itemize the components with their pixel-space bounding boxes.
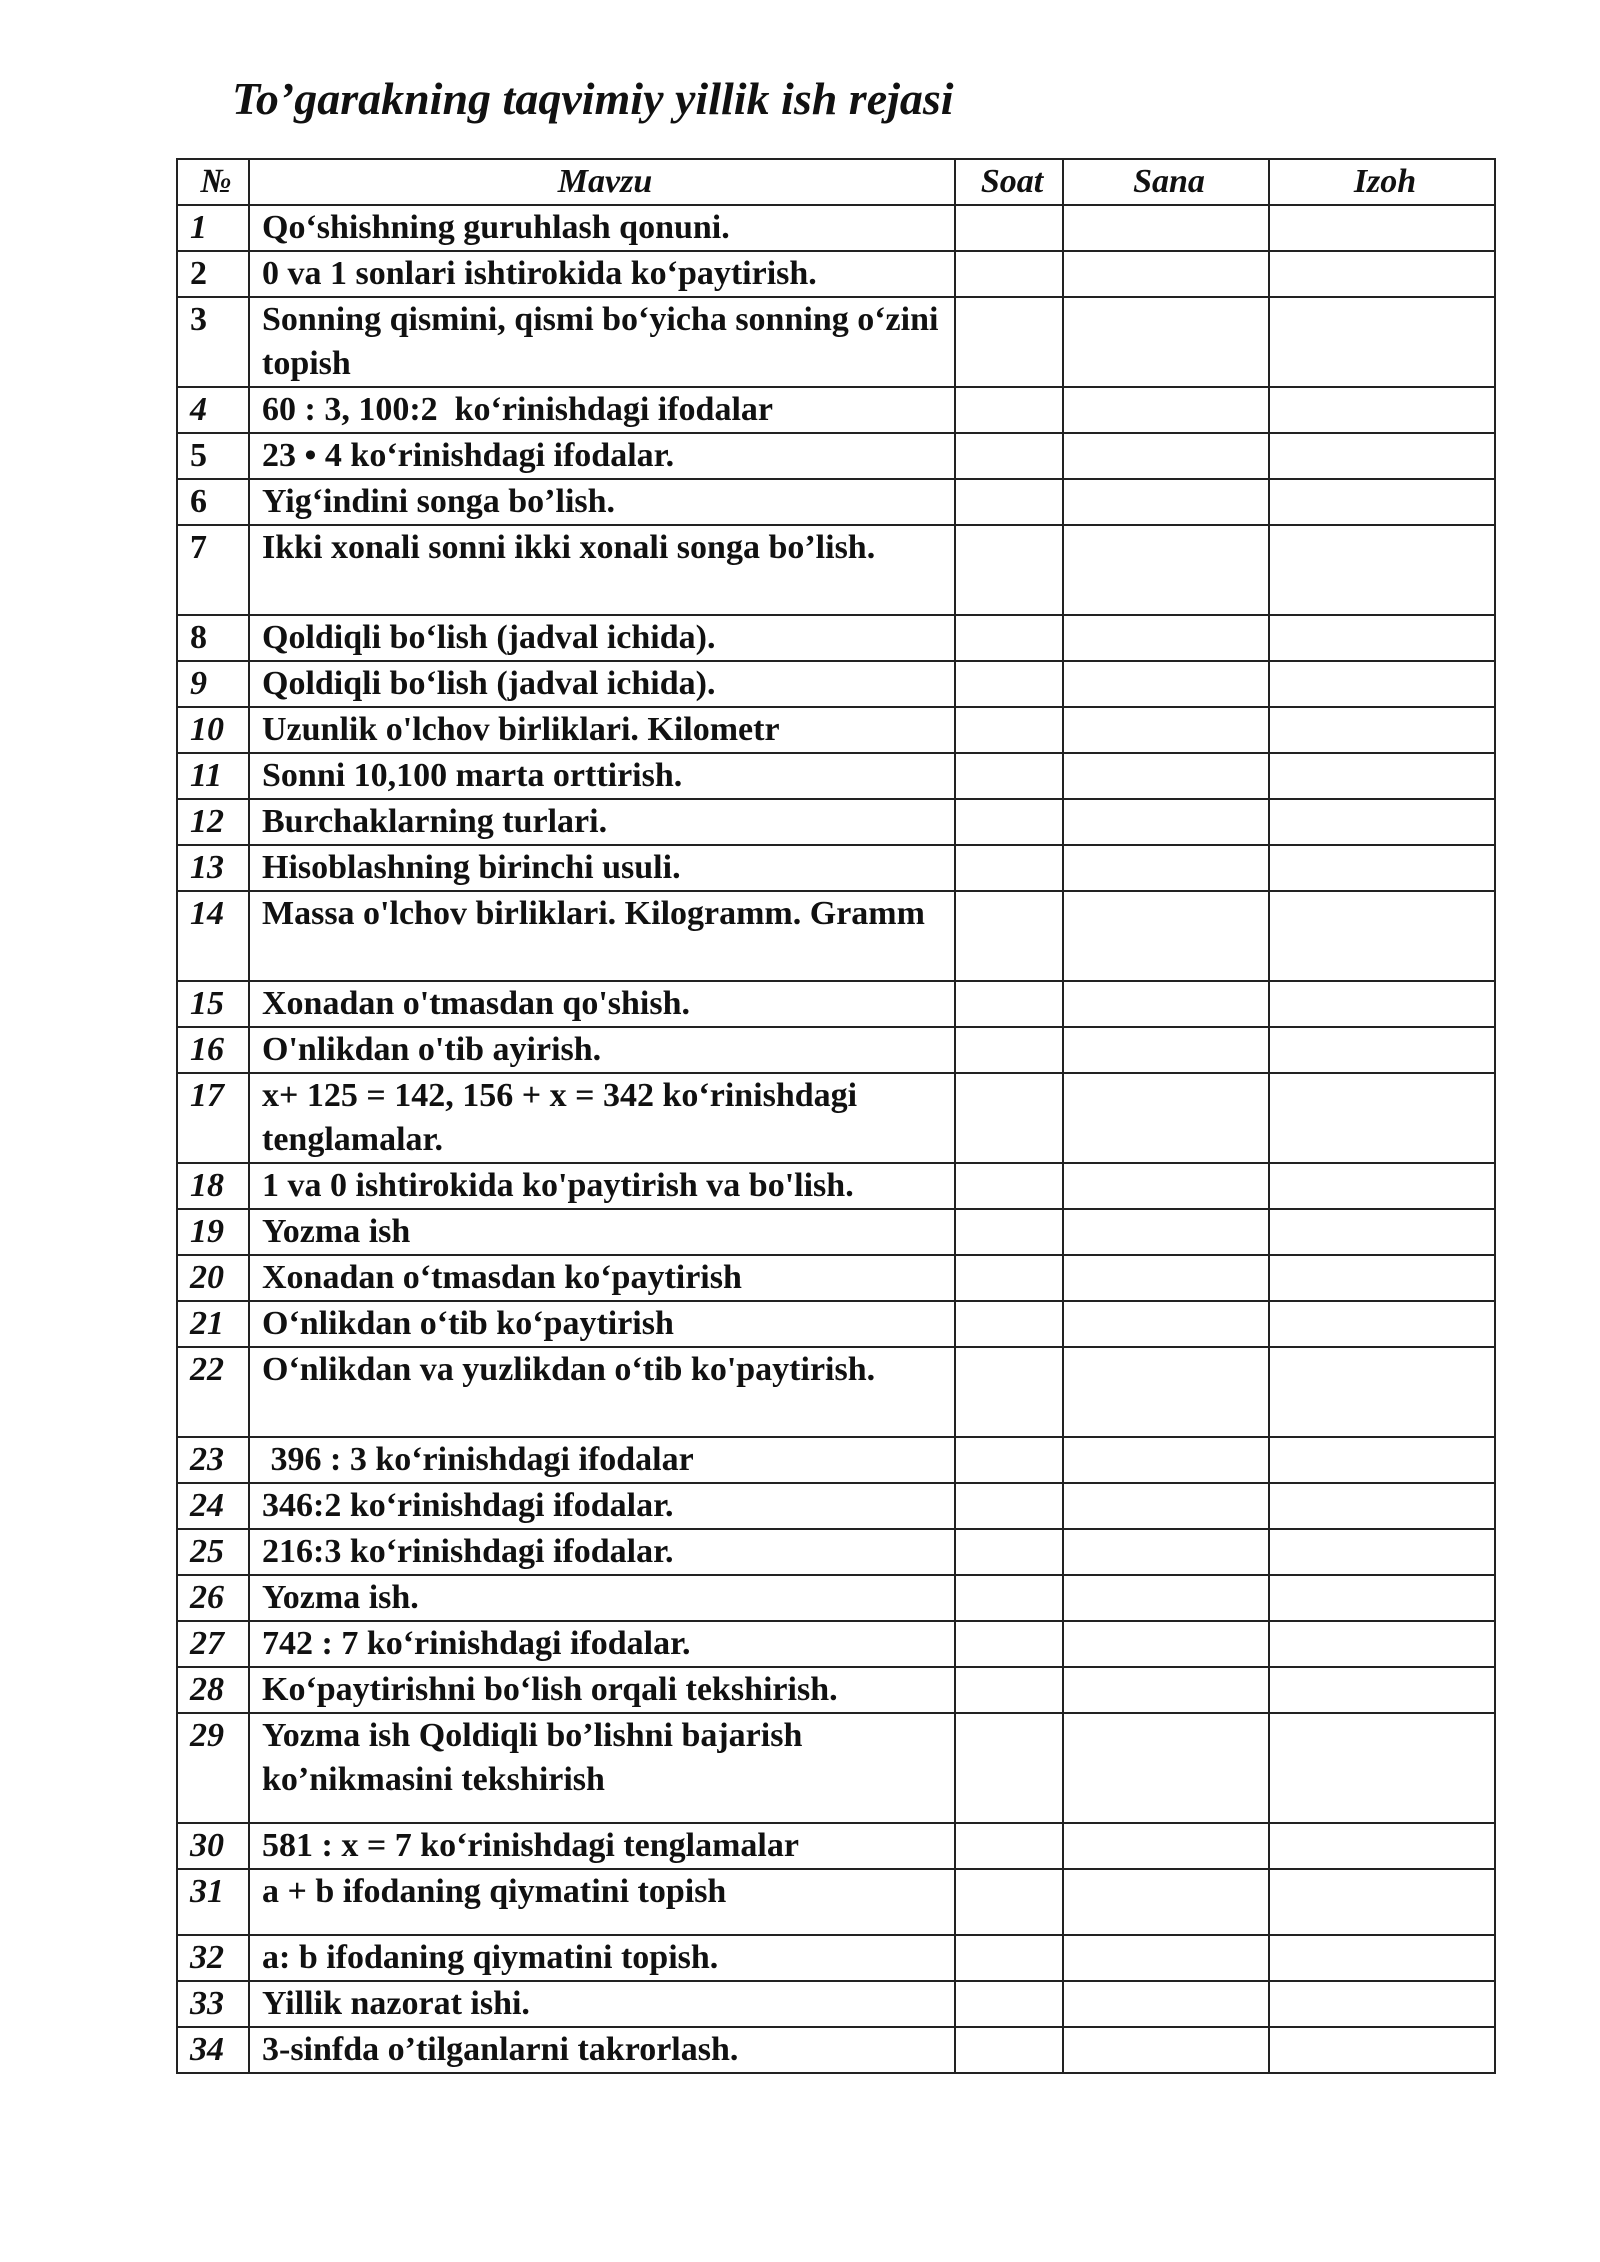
row-number: 26 [177,1575,249,1621]
row-note-cell [1269,707,1495,753]
row-date-cell [1063,1935,1269,1981]
row-note-cell [1269,753,1495,799]
row-number: 2 [177,251,249,297]
col-header-date: Sana [1063,159,1269,205]
row-date-cell [1063,525,1269,615]
row-number: 23 [177,1437,249,1483]
row-topic: 23 • 4 ko‘rinishdagi ifodalar. [249,433,955,479]
row-note-cell [1269,891,1495,981]
row-note-cell [1269,1667,1495,1713]
row-note-cell [1269,1935,1495,1981]
row-note-cell [1269,251,1495,297]
row-hours-cell [955,387,1063,433]
row-date-cell [1063,1667,1269,1713]
row-date-cell [1063,433,1269,479]
table-row [177,525,1495,615]
row-date-cell [1063,1621,1269,1667]
row-note-cell [1269,1823,1495,1869]
row-topic: 346:2 ko‘rinishdagi ifodalar. [249,1483,955,1529]
row-note-cell [1269,981,1495,1027]
row-note-cell [1269,205,1495,251]
row-number: 9 [177,661,249,707]
table-row [177,1981,1495,2027]
row-date-cell [1063,1437,1269,1483]
row-topic: 60 : 3, 100:2 ko‘rinishdagi ifodalar [249,387,955,433]
table-row [177,799,1495,845]
row-hours-cell [955,799,1063,845]
table-row [177,753,1495,799]
table-row [177,205,1495,251]
row-note-cell [1269,1301,1495,1347]
row-note-cell [1269,297,1495,387]
row-date-cell [1063,615,1269,661]
row-topic: Qo‘shishning guruhlash qonuni. [249,205,955,251]
row-topic: Yillik nazorat ishi. [249,1981,955,2027]
row-date-cell [1063,1255,1269,1301]
row-date-cell [1063,1529,1269,1575]
row-topic: Hisoblashning birinchi usuli. [249,845,955,891]
row-topic: Ko‘paytirishni bo‘lish orqali tekshirish. [249,1667,955,1713]
table-row [177,1483,1495,1529]
row-hours-cell [955,297,1063,387]
table-row [177,479,1495,525]
row-date-cell [1063,1347,1269,1437]
row-hours-cell [955,433,1063,479]
table-row [177,1935,1495,1981]
col-header-topic: Mavzu [249,159,955,205]
table-row [177,1437,1495,1483]
row-hours-cell [955,753,1063,799]
row-topic: Xonadan o‘tmasdan ko‘paytirish [249,1255,955,1301]
table-row [177,1823,1495,1869]
row-date-cell [1063,661,1269,707]
row-number: 11 [177,753,249,799]
row-note-cell [1269,1981,1495,2027]
row-date-cell [1063,799,1269,845]
row-date-cell [1063,1483,1269,1529]
row-topic: Ikki xonali sonni ikki xonali songa bo’lish. [249,525,955,615]
row-hours-cell [955,1823,1063,1869]
row-note-cell [1269,1209,1495,1255]
row-note-cell [1269,1255,1495,1301]
plan-table [176,158,1496,2074]
row-number: 21 [177,1301,249,1347]
row-number: 14 [177,891,249,981]
row-number: 27 [177,1621,249,1667]
row-topic: Uzunlik o'lchov birliklari. Kilometr [249,707,955,753]
row-hours-cell [955,981,1063,1027]
row-hours-cell [955,1163,1063,1209]
row-hours-cell [955,2027,1063,2073]
row-number: 20 [177,1255,249,1301]
row-hours-cell [955,1869,1063,1935]
row-hours-cell [955,1301,1063,1347]
row-number: 28 [177,1667,249,1713]
row-number: 33 [177,1981,249,2027]
row-number: 15 [177,981,249,1027]
row-number: 32 [177,1935,249,1981]
row-date-cell [1063,251,1269,297]
row-hours-cell [955,525,1063,615]
row-note-cell [1269,615,1495,661]
row-hours-cell [955,1027,1063,1073]
table-row [177,981,1495,1027]
row-number: 24 [177,1483,249,1529]
row-note-cell [1269,479,1495,525]
row-number: 22 [177,1347,249,1437]
row-topic: Sonni 10,100 marta orttirish. [249,753,955,799]
row-date-cell [1063,479,1269,525]
table-row [177,1667,1495,1713]
table-row [177,1073,1495,1163]
row-topic: 396 : 3 ko‘rinishdagi ifodalar [249,1437,955,1483]
table-row [177,387,1495,433]
table-row [177,297,1495,387]
row-number: 30 [177,1823,249,1869]
row-number: 19 [177,1209,249,1255]
row-date-cell [1063,1869,1269,1935]
row-date-cell [1063,297,1269,387]
table-body [177,205,1495,2073]
row-topic: Burchaklarning turlari. [249,799,955,845]
row-topic: x+ 125 = 142, 156 + x = 342 ko‘rinishdagi tenglamalar. [249,1073,955,1163]
row-date-cell [1063,205,1269,251]
row-topic: 1 va 0 ishtirokida ko'paytirish va bo'lish. [249,1163,955,1209]
row-hours-cell [955,1713,1063,1823]
row-note-cell [1269,1073,1495,1163]
row-topic: O'nlikdan o'tib ayirish. [249,1027,955,1073]
row-note-cell [1269,2027,1495,2073]
row-topic: O‘nlikdan o‘tib ko‘paytirish [249,1301,955,1347]
row-note-cell [1269,525,1495,615]
row-number: 4 [177,387,249,433]
row-note-cell [1269,1437,1495,1483]
row-number: 17 [177,1073,249,1163]
table-row [177,845,1495,891]
table-row [177,1209,1495,1255]
row-number: 6 [177,479,249,525]
row-note-cell [1269,1869,1495,1935]
row-date-cell [1063,1981,1269,2027]
row-number: 5 [177,433,249,479]
row-hours-cell [955,707,1063,753]
row-hours-cell [955,1621,1063,1667]
row-topic: Yozma ish Qoldiqli bo’lishni bajarish ko’nikmasini tekshirish [249,1713,955,1823]
row-date-cell [1063,1301,1269,1347]
row-date-cell [1063,1027,1269,1073]
table-row [177,707,1495,753]
row-date-cell [1063,891,1269,981]
row-topic: Yig‘indini songa bo’lish. [249,479,955,525]
row-topic: Sonning qismini, qismi bo‘yicha sonning o‘zini topish [249,297,955,387]
row-hours-cell [955,661,1063,707]
row-topic: a + b ifodaning qiymatini topish [249,1869,955,1935]
row-number: 29 [177,1713,249,1823]
row-hours-cell [955,205,1063,251]
row-topic: 216:3 ko‘rinishdagi ifodalar. [249,1529,955,1575]
row-topic: Xonadan o'tmasdan qo'shish. [249,981,955,1027]
row-hours-cell [955,251,1063,297]
row-note-cell [1269,1347,1495,1437]
row-date-cell [1063,1209,1269,1255]
table-row [177,1347,1495,1437]
row-note-cell [1269,1483,1495,1529]
row-note-cell [1269,1163,1495,1209]
table-row [177,1163,1495,1209]
table-row [177,433,1495,479]
row-date-cell [1063,1575,1269,1621]
table-row [177,1255,1495,1301]
row-note-cell [1269,661,1495,707]
row-topic: Yozma ish. [249,1575,955,1621]
row-number: 10 [177,707,249,753]
row-note-cell [1269,433,1495,479]
row-number: 31 [177,1869,249,1935]
row-hours-cell [955,1347,1063,1437]
table-row [177,2027,1495,2073]
page-title: To’garakning taqvimiy yillik ish rejasi [232,73,954,124]
col-header-note: Izoh [1269,159,1495,205]
row-hours-cell [955,845,1063,891]
row-date-cell [1063,707,1269,753]
row-note-cell [1269,1621,1495,1667]
row-note-cell [1269,845,1495,891]
table-row [177,661,1495,707]
row-hours-cell [955,1935,1063,1981]
row-topic: Massa o'lchov birliklari. Kilogramm. Gramm [249,891,955,981]
table-row [177,1621,1495,1667]
table-row [177,1575,1495,1621]
row-note-cell [1269,1529,1495,1575]
row-number: 16 [177,1027,249,1073]
row-date-cell [1063,981,1269,1027]
row-topic: O‘nlikdan va yuzlikdan o‘tib ko'paytirish. [249,1347,955,1437]
row-topic: 3-sinfda o’tilganlarni takrorlash. [249,2027,955,2073]
row-note-cell [1269,1575,1495,1621]
row-topic: Yozma ish [249,1209,955,1255]
row-hours-cell [955,1529,1063,1575]
row-hours-cell [955,1209,1063,1255]
row-hours-cell [955,1667,1063,1713]
row-hours-cell [955,479,1063,525]
col-header-num: № [177,159,249,205]
row-number: 3 [177,297,249,387]
row-topic: 581 : x = 7 ko‘rinishdagi tenglamalar [249,1823,955,1869]
row-hours-cell [955,1483,1063,1529]
row-date-cell [1063,753,1269,799]
row-topic: Qoldiqli bo‘lish (jadval ichida). [249,661,955,707]
row-note-cell [1269,1713,1495,1823]
table-row [177,1869,1495,1935]
col-header-hours: Soat [955,159,1063,205]
row-number: 12 [177,799,249,845]
row-hours-cell [955,1437,1063,1483]
row-date-cell [1063,1823,1269,1869]
row-number: 1 [177,205,249,251]
row-date-cell [1063,1713,1269,1823]
row-hours-cell [955,1981,1063,2027]
row-date-cell [1063,1163,1269,1209]
row-date-cell [1063,2027,1269,2073]
row-hours-cell [955,1073,1063,1163]
row-note-cell [1269,799,1495,845]
table-row [177,251,1495,297]
row-topic: 742 : 7 ko‘rinishdagi ifodalar. [249,1621,955,1667]
row-date-cell [1063,387,1269,433]
row-hours-cell [955,891,1063,981]
row-number: 25 [177,1529,249,1575]
row-hours-cell [955,1255,1063,1301]
row-date-cell [1063,845,1269,891]
row-note-cell [1269,1027,1495,1073]
row-topic: Qoldiqli bo‘lish (jadval ichida). [249,615,955,661]
table-row [177,891,1495,981]
row-number: 13 [177,845,249,891]
row-topic: a: b ifodaning qiymatini topish. [249,1935,955,1981]
header-row [177,159,1495,205]
row-number: 18 [177,1163,249,1209]
table-row [177,1713,1495,1823]
row-number: 8 [177,615,249,661]
row-number: 7 [177,525,249,615]
table-row [177,1529,1495,1575]
table-row [177,1301,1495,1347]
row-hours-cell [955,1575,1063,1621]
row-note-cell [1269,387,1495,433]
table-row [177,615,1495,661]
row-date-cell [1063,1073,1269,1163]
table-row [177,1027,1495,1073]
row-topic: 0 va 1 sonlari ishtirokida ko‘paytirish. [249,251,955,297]
row-number: 34 [177,2027,249,2073]
row-hours-cell [955,615,1063,661]
